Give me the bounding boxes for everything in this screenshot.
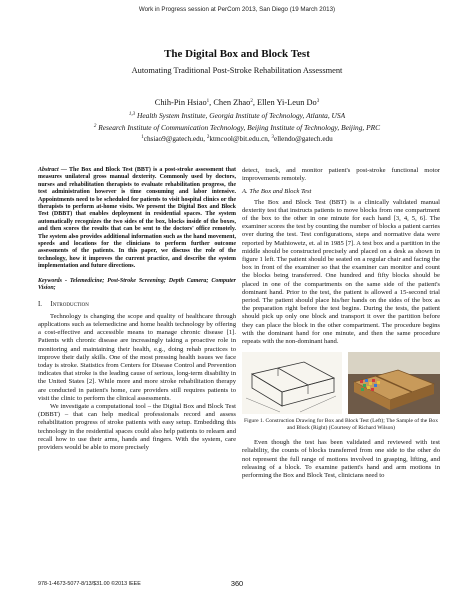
section-heading xyxy=(38,301,236,309)
email-link[interactable]: ellendo@gatech.edu xyxy=(274,135,333,143)
footer-isbn: 978-1-4673-5077-8/13/$31.00 ©2013 IEEE xyxy=(38,581,141,587)
body-paragraph: Even though the test has been validated and reviewed with test reliability, the counts of blocks transferred from one side to the other do not represent the full range of motions involved in grasping, lifting, and releasing of a block. To examine patient's hand and arm motions in performing the Box and Block Test, clinicians need to xyxy=(242,439,440,480)
author-name: Chih-Pin Hsiao xyxy=(154,98,207,107)
page-number: 360 xyxy=(230,579,244,588)
body-paragraph: Technology is changing the scope and quality of healthcare through applications such as telemedicine and home health technology by offering a cost-effective and accessible means to manage chronic disease [1]. Patients with chronic disease are increasingly taking a proactive role in monitoring and maintaining their health, e.g., doing rehab practices to improve their daily skills. One of the most pressing health issues we face today is stroke. Statistics from Centers for Disease Control and Prevention indicates that stroke is the leading cause of serious, long-term disability in the United States [2]. While more and more stroke rehabilitation therapy are conducted in patient's home, care providers still requires patients to visit the clinic to perform the clinical assessments. xyxy=(38,312,236,402)
construction-drawing-image xyxy=(242,352,342,414)
affiliation-1 xyxy=(0,111,474,120)
paper-title: The Digital Box and Block Test xyxy=(164,48,310,60)
author-superscript: 3 xyxy=(316,99,320,104)
author-list: Chih-Pin Hsiao$^1$, Chen Zhao$^2$, Ellen Yi-Leun Do$^3$ xyxy=(154,98,320,107)
body-paragraph: The Box and Block Test (BBT) is a clinically validated manual dexterity test that instructs patients to move blocks from one compartment of the box to the other in one minute for each hand [3, 4, 5, 6]. The examiner scores the test by counting the number of blocks a patient carries over during the test. Test configurations, steps and normative data were reported by Mathiowetz, et. al in 1985 [7]. A test box and a partition in the middle should be constructed precisely and placed on a desk as shown in figure 1 left. The patient should be seated on a regular chair and facing the box in front of the examiner so that the examiner can monitor and count the blocks being transferred. One hundred and fifty blocks should be placed in one of the compartments on the same side of the patient's dominant hand. Prior to the test, the patient is allowed a 15-second trial period. The patient should place his/her hands on the sides of the box as the preparation right before the test begins. During the tests, the patient should pick up only one block and transport it over the partition before they can place the block in the other compartment. The procedure begins with the dominant hand for one minute, and then the same procedure repeats with the non-dominant hand. xyxy=(242,198,440,346)
author-superscript: 1 xyxy=(206,99,210,104)
box-and-block-photo xyxy=(348,352,440,414)
section-title: Introduction xyxy=(50,300,89,308)
email-superscript: 2 xyxy=(206,135,210,140)
author-superscript: 2 xyxy=(250,99,253,104)
section-number: I. xyxy=(38,300,42,308)
body-paragraph: We investigate a computational tool – the Digital Box and Block Test (DBBT) – that can help medical professionals record and assess rehabilitation progress of stroke patients with easy setup. Embedding this technology in the residential spaces could also help patients to relearn and recall how to use their arms, hands and fingers. With the system, care providers would be able to more precisely xyxy=(38,402,236,451)
affiliation-superscript: 1,3 xyxy=(128,112,136,117)
abstract-text: — The Box and Block Test (BBT) is a post-stroke assessment that measures unilateral gross manual dexterity. Commonly used by doctors, nurses and rehabilitation therapists to evaluate rehabilitation progress, the test administration however is time consuming and labor intensive. Appointments need to be scheduled for patients to visit hospital clinics or the therapists to perform at-home visits. We present the Digital Box and Block Test (DBBT) that enables deployment in residential spaces. The system automatically recognizes the two sides of the box, blocks inside of the boxes, and then scores the results that can be sent to the doctors' office remotely. The system also provides additional information such as the hand movement, speeds and locations for the clinicians to perform further outcome assessments of the patients. In this paper, we discuss the role of the technology, how it improves the current practice, and describe the system implementation and future directions. xyxy=(38,167,236,270)
email-link[interactable]: chsiao9@gatech.edu, xyxy=(143,135,207,143)
affiliation-text: Research Institute of Communication Technology, Beijing Institute of Technology, Beijing, PRC xyxy=(98,123,381,132)
affiliation-superscript: 2 xyxy=(93,124,97,129)
header-note: Work in Progress session at PerCom 2013, San Diego (19 March 2013) xyxy=(138,6,336,13)
right-column xyxy=(242,167,440,480)
left-column xyxy=(38,167,236,452)
author-name: Ellen Yi-Leun Do xyxy=(257,98,317,107)
email-list xyxy=(0,135,474,143)
figure-1 xyxy=(242,352,440,414)
figure-caption: Figure 1. Construction Drawing for Box and Block Test (Left); The Sample of the Box and Block (Right) (Courtesy of Richard Wilson) xyxy=(243,418,439,432)
abstract xyxy=(38,167,236,271)
keywords: Keywords - Telemedicine; Post-Stroke Screening; Depth Camera; Computer Vision; xyxy=(38,277,236,292)
email-superscript: 3 xyxy=(271,135,274,140)
paper-subtitle: Automating Traditional Post-Stroke Rehabilitation Assessment xyxy=(131,66,343,75)
email-link[interactable]: ktmcool@bit.edu.cn, xyxy=(209,135,272,143)
email-superscript: 1 xyxy=(141,135,144,140)
abstract-label: Abstract xyxy=(38,167,59,173)
affiliation-text: Health System Institute, Georgia Institute of Technology, Atlanta, USA xyxy=(137,111,346,120)
subsection-heading: A. The Box and Block Test xyxy=(242,188,312,196)
author-name: Chen Zhao xyxy=(213,98,251,107)
body-paragraph: detect, track, and monitor patient's post-stroke functional motor improvements remotely. xyxy=(242,167,440,183)
affiliation-2 xyxy=(0,123,474,132)
